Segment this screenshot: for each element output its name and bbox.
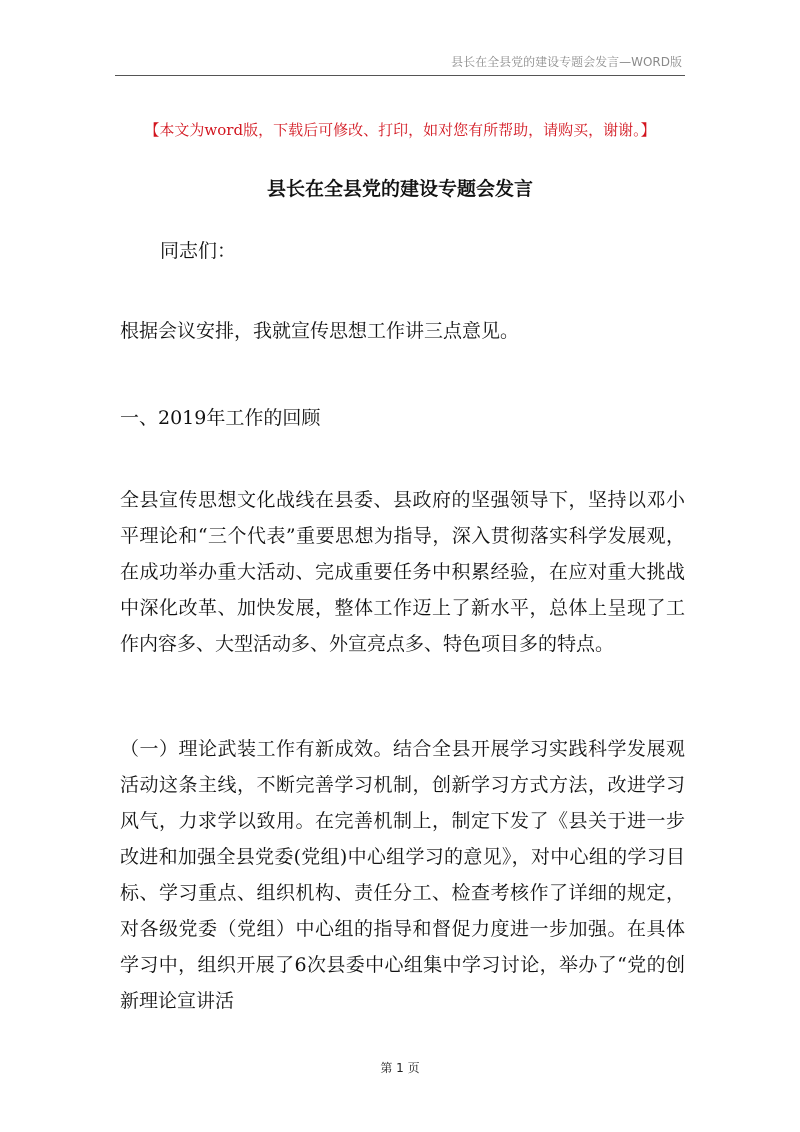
paragraph-overview: 全县宣传思想文化战线在县委、县政府的坚强领导下，坚持以邓小平理论和“三个代表”重要思想为指导，深入贯彻落实科学发展观，在成功举办重大活动、完成重要任务中积累经验，在应对重大挑战中深化改革、加快发展，整体工作迈上了新水平，总体上呈现了工作内容多、大型活动多、外宣亮点多、特色项目多的特点。 bbox=[120, 489, 685, 655]
greeting: 同志们： bbox=[160, 240, 237, 262]
page-number: 第 1 页 bbox=[380, 1061, 420, 1075]
paragraph-theory: （一）理论武装工作有新成效。结合全县开展学习实践科学发展观活动这条主线，不断完善学习机制，创新学习方式方法，改进学习风气，力求学以致用。在完善机制上，制定下发了《县关于进一步改进和加强全县党委(党组)中心组学习的意见》，对中心组的学习目标、学习重点、组织机构、责任分工、检查考核作了详细的规定，对各级党委（党组）中心组的指导和督促力度进一步加强。在具体学习中，组织开展了6次县委中心组集中学习讨论，举办了“党的创新理论宣讲活 bbox=[120, 738, 685, 1012]
document-title: 县长在全县党的建设专题会发言 bbox=[266, 178, 533, 200]
purchase-notice: 【本文为word版，下载后可修改、打印，如对您有所帮助，请购买，谢谢。】 bbox=[144, 121, 656, 139]
header-title: 县长在全县党的建设专题会发言—WORD版 bbox=[451, 55, 682, 69]
section-heading: 一、2019年工作的回顾 bbox=[120, 407, 321, 429]
paragraph-intro: 根据会议安排，我就宣传思想工作讲三点意见。 bbox=[120, 320, 520, 342]
header-divider bbox=[115, 75, 685, 76]
